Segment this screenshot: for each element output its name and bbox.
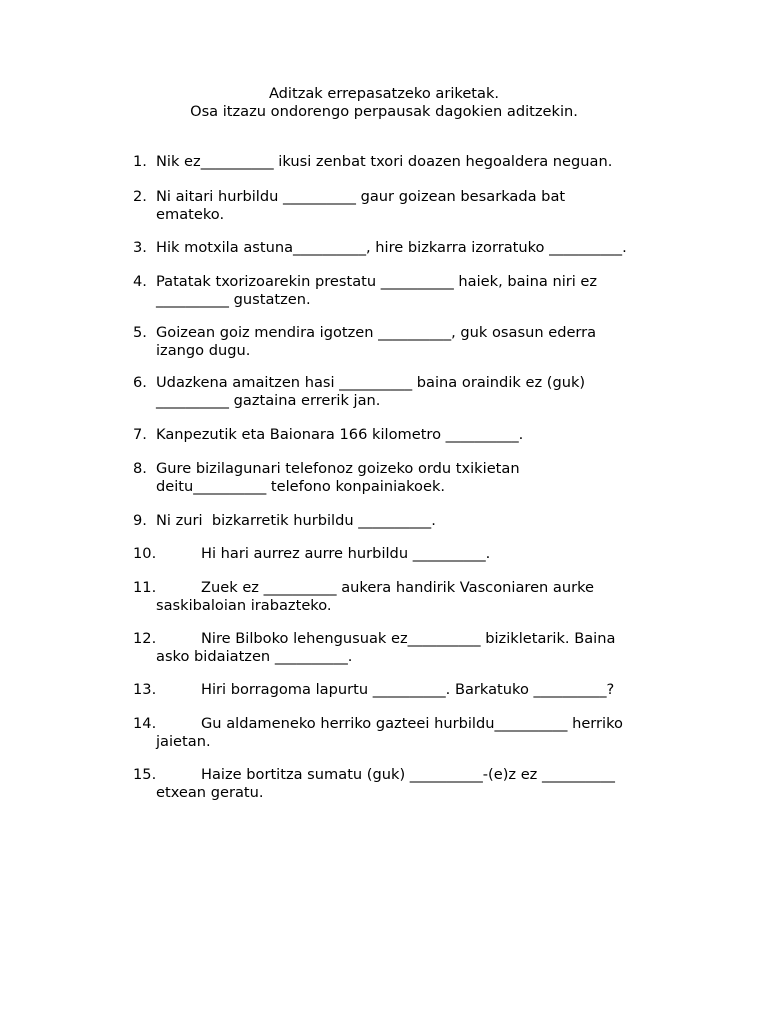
exercise-sentence-line: asko bidaiatzen __________.: [156, 647, 353, 665]
exercise-sentence-line: Ni aitari hurbildu __________ gaur goizean besarkada bat: [156, 188, 566, 205]
exercise-number: 4.: [133, 273, 147, 290]
exercise-sentence-line: Gu aldameneko herriko gazteei hurbildu__________ herriko: [201, 715, 623, 732]
exercise-number: 3.: [133, 239, 147, 256]
exercise-number: 10.: [133, 545, 157, 562]
exercise-number: 14.: [133, 715, 157, 732]
exercise-number: 2.: [133, 188, 147, 205]
exercise-sentence-line: Hi hari aurrez aurre hurbildu __________.: [201, 545, 491, 562]
exercise-number: 8.: [133, 460, 147, 477]
exercise-sentence-line: Udazkena amaitzen hasi __________ baina oraindik ez (guk): [156, 374, 586, 391]
exercise-sentence-line: Patatak txorizoarekin prestatu __________ haiek, baina niri ez: [156, 273, 598, 290]
exercise-sentence-line: Gure bizilagunari telefonoz goizeko ordu txikietan: [156, 460, 520, 477]
exercise-number: 5.: [133, 324, 147, 341]
exercise-sentence-line: Ni zuri bizkarretik hurbildu __________.: [156, 512, 436, 529]
exercise-number: 11.: [133, 579, 157, 596]
exercise-number: 7.: [133, 426, 147, 443]
exercise-number: 1.: [133, 153, 147, 170]
exercise-sentence-line: Nik ez__________ ikusi zenbat txori doazen hegoaldera neguan.: [156, 153, 613, 170]
exercise-number: 9.: [133, 512, 147, 529]
exercise-sentence-line: __________ gaztaina errerik jan.: [156, 391, 381, 409]
exercise-sentence-line: jaietan.: [156, 732, 211, 750]
exercise-sentence-line: __________ gustatzen.: [156, 290, 311, 308]
document-instructions: Osa itzazu ondorengo perpausak dagokien aditzekin.: [190, 103, 578, 120]
exercise-sentence-line: Goizean goiz mendira igotzen __________, guk osasun ederra: [156, 324, 597, 341]
exercise-number: 15.: [133, 766, 157, 783]
exercise-sentence-line: Haize bortitza sumatu (guk) __________-(e)z ez __________: [201, 766, 615, 783]
exercise-sentence-line: Hik motxila astuna__________, hire bizkarra izorratuko __________.: [156, 239, 627, 256]
exercise-sentence-line: Hiri borragoma lapurtu __________. Barkatuko __________?: [201, 681, 615, 698]
exercise-number: 13.: [133, 681, 157, 698]
document-title: Aditzak errepasatzeko ariketak.: [268, 85, 500, 102]
exercise-sentence-line: emateko.: [156, 205, 225, 223]
exercise-sentence-line: etxean geratu.: [156, 783, 264, 801]
exercise-number: 12.: [133, 630, 157, 647]
exercise-number: 6.: [133, 374, 147, 391]
exercise-sentence-line: saskibaloian irabazteko.: [156, 596, 332, 614]
exercise-sentence-line: deitu__________ telefono konpainiakoek.: [156, 477, 446, 495]
exercise-sentence-line: izango dugu.: [156, 341, 251, 359]
exercise-sentence-line: Nire Bilboko lehengusuak ez__________ bizikletarik. Baina: [201, 630, 616, 647]
exercise-sentence-line: Zuek ez __________ aukera handirik Vasconiaren aurke: [201, 579, 595, 596]
exercise-sentence-line: Kanpezutik eta Baionara 166 kilometro __________.: [156, 426, 524, 443]
